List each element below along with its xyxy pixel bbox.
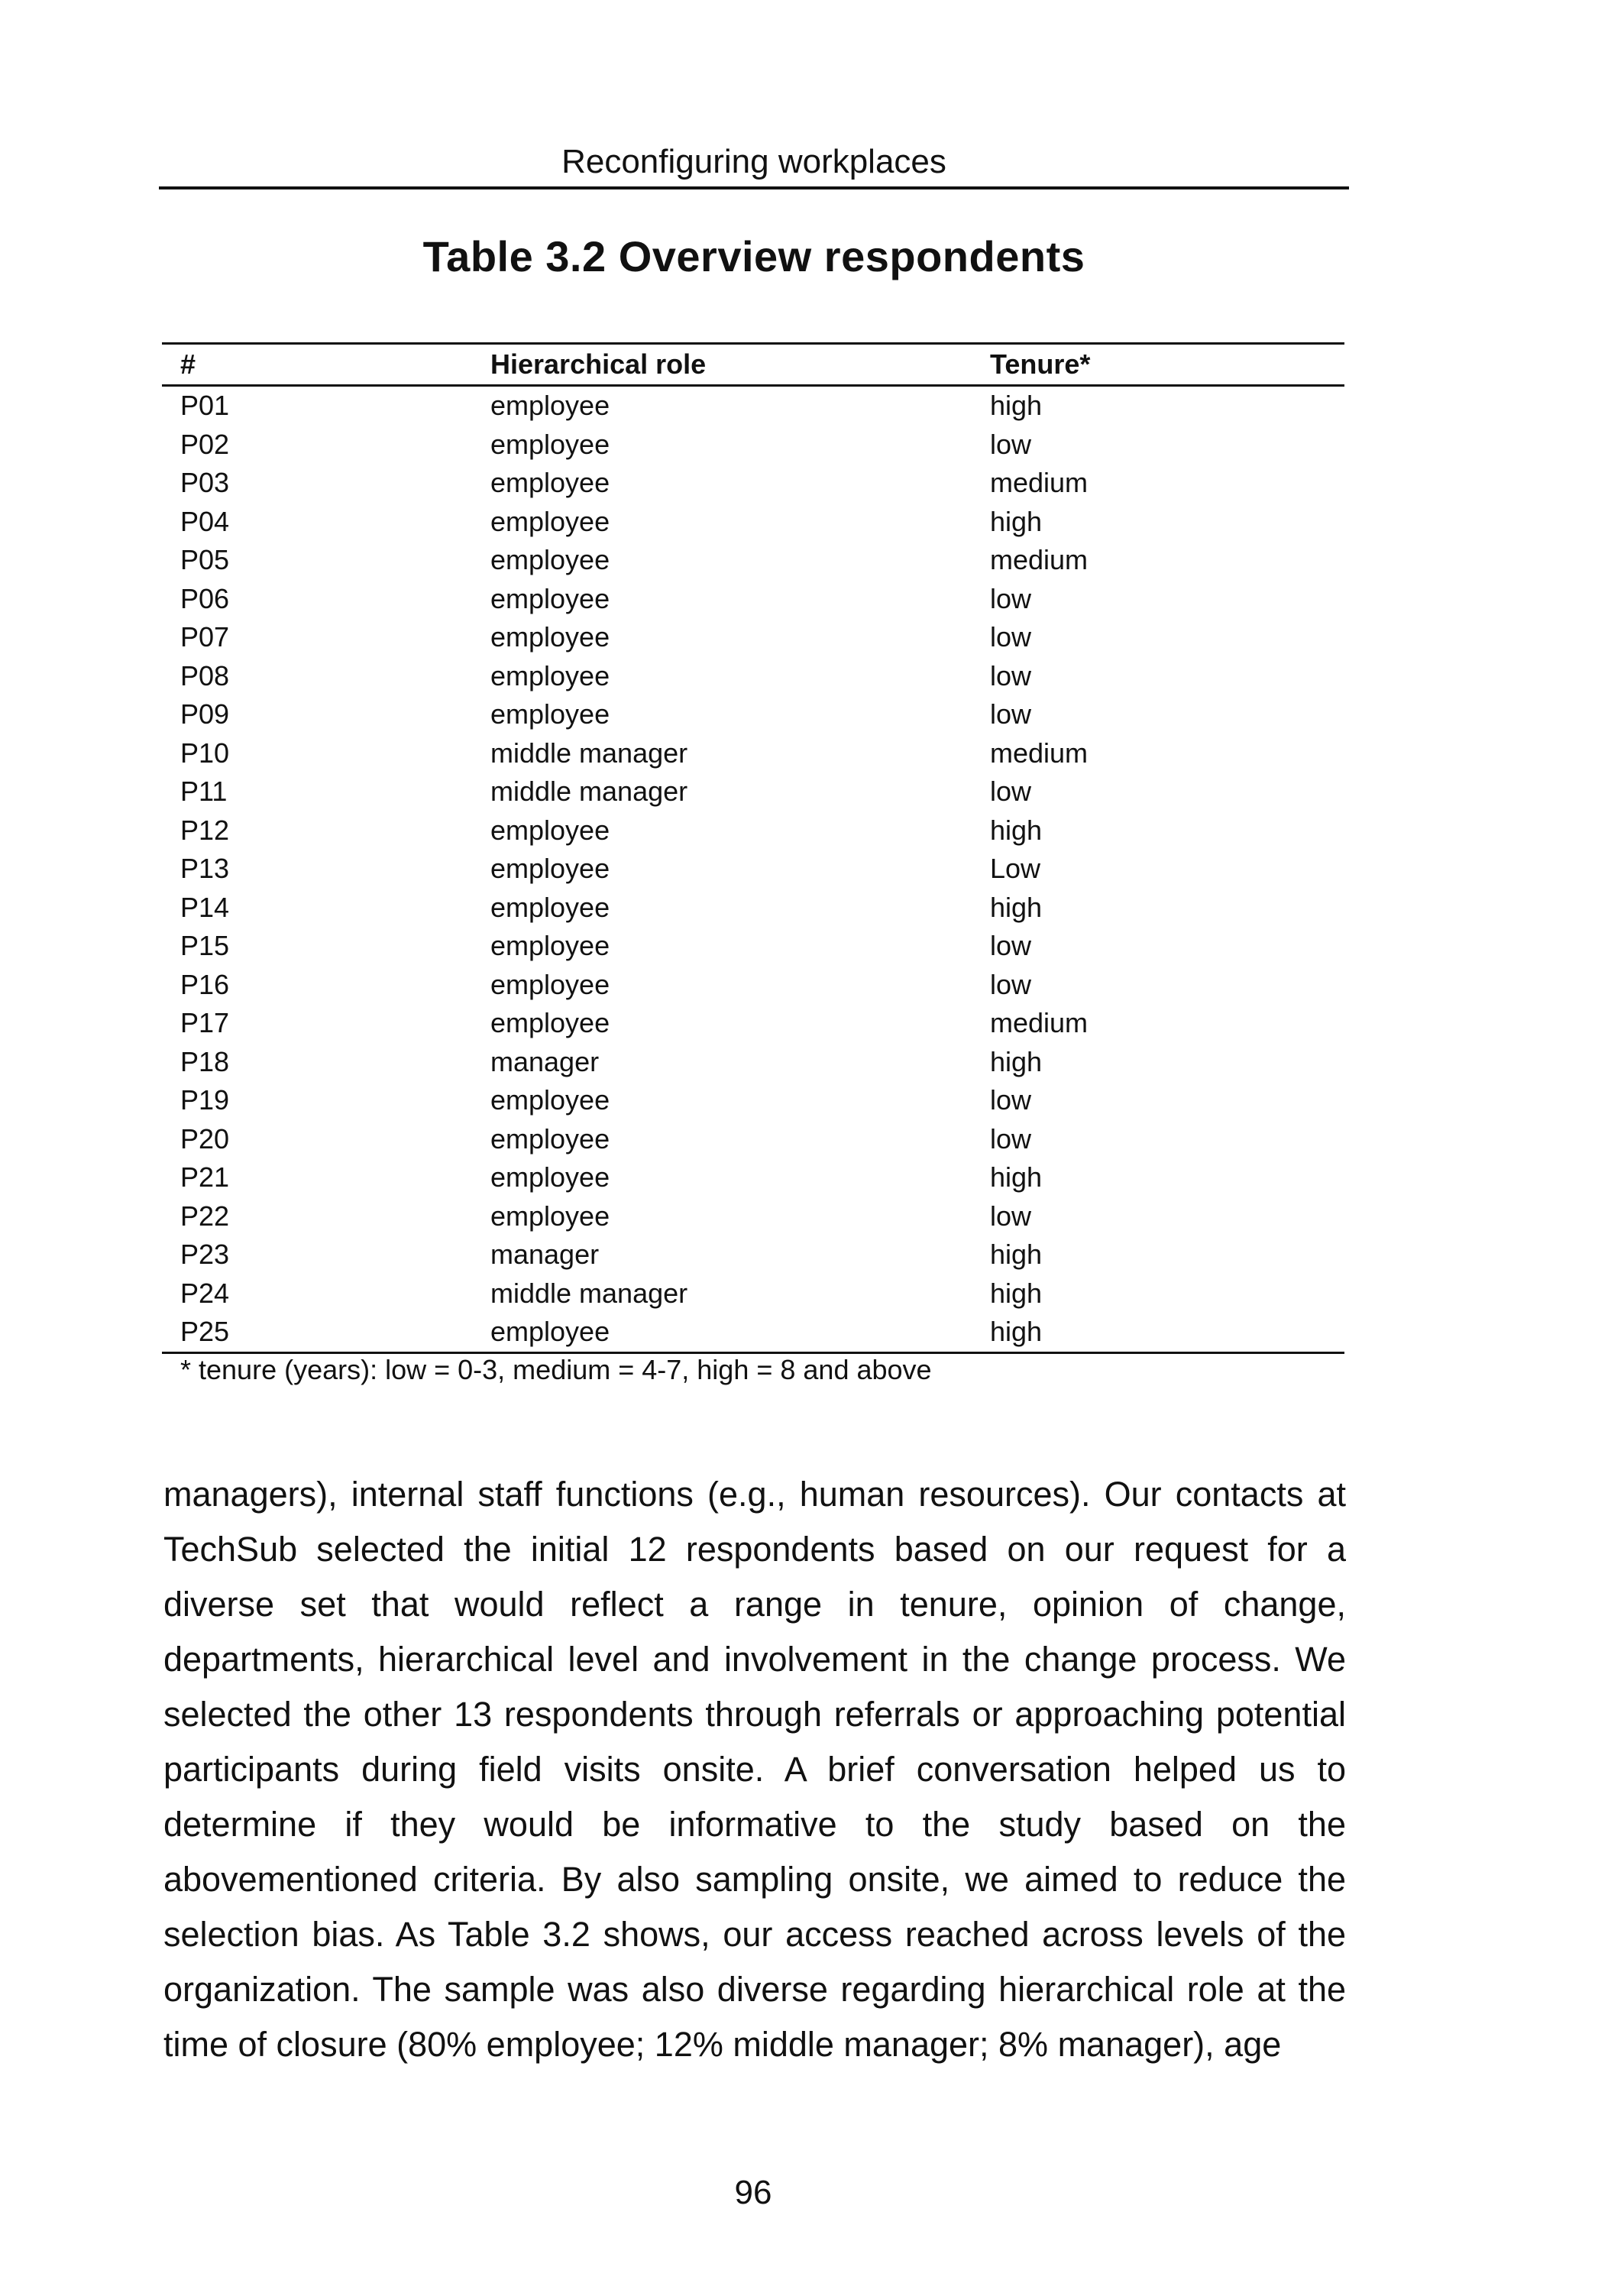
cell-tenure: high (990, 1239, 1043, 1270)
page-number: 96 (734, 2174, 772, 2211)
cell-hierarchical-role: employee (490, 1200, 610, 1232)
cell-hierarchical-role: employee (490, 1316, 610, 1347)
cell-respondent-id: P22 (180, 1200, 230, 1232)
table-row (162, 927, 1344, 966)
cell-respondent-id: P16 (180, 968, 230, 1000)
cell-respondent-id: P09 (180, 698, 230, 730)
cell-respondent-id: P12 (180, 814, 230, 846)
cell-tenure: low (990, 930, 1032, 961)
cell-tenure: low (990, 582, 1032, 614)
cell-tenure: low (990, 428, 1032, 460)
cell-hierarchical-role: middle manager (490, 737, 688, 769)
table-header-row (162, 344, 1344, 386)
cell-hierarchical-role: employee (490, 891, 610, 923)
cell-tenure: high (990, 390, 1043, 421)
cell-respondent-id: P10 (180, 737, 230, 769)
cell-hierarchical-role: manager (490, 1045, 600, 1077)
table-row (162, 772, 1344, 811)
cell-tenure: low (990, 776, 1032, 807)
table-row (162, 464, 1344, 503)
cell-hierarchical-role: employee (490, 853, 610, 884)
cell-hierarchical-role: employee (490, 428, 610, 460)
cell-hierarchical-role: employee (490, 968, 610, 1000)
cell-tenure: high (990, 1045, 1043, 1077)
cell-respondent-id: P01 (180, 390, 230, 421)
cell-tenure: low (990, 968, 1032, 1000)
cell-respondent-id: P13 (180, 853, 230, 884)
cell-respondent-id: P06 (180, 582, 230, 614)
table-row (162, 1158, 1344, 1197)
cell-hierarchical-role: employee (490, 582, 610, 614)
cell-hierarchical-role: employee (490, 1161, 610, 1193)
cell-hierarchical-role: middle manager (490, 776, 688, 807)
cell-hierarchical-role: employee (490, 505, 610, 537)
cell-tenure: high (990, 1161, 1043, 1193)
cell-respondent-id: P18 (180, 1045, 230, 1077)
running-header: Reconfiguring workplaces (561, 143, 946, 180)
cell-hierarchical-role: employee (490, 621, 610, 653)
cell-tenure: low (990, 698, 1032, 730)
table-row (162, 657, 1344, 696)
cell-hierarchical-role: employee (490, 698, 610, 730)
table-row (162, 966, 1344, 1005)
cell-hierarchical-role: employee (490, 1122, 610, 1155)
table-row (162, 1313, 1344, 1352)
cell-tenure: medium (990, 467, 1089, 498)
table-row (162, 1120, 1344, 1159)
cell-hierarchical-role: employee (490, 930, 610, 961)
table-row (162, 503, 1344, 542)
cell-tenure: high (990, 814, 1043, 846)
cell-respondent-id: P19 (180, 1084, 230, 1116)
table-row (162, 889, 1344, 928)
body-paragraph: managers), internal staff functions (e.g., human resources). Our contacts at TechSub selected the initial 12 respondents based on our request for a diverse set that would reflect a range in tenure, opinion of change, departments, hierarchical level and involvement in the change process. We selected the other 13 respondents through referrals or approaching potential participants during field visits onsite. A brief conversation helped us to determine if they would be informative to the study based on the abovementioned criteria. By also sampling onsite, we aimed to reduce the selection bias. As Table 3.2 shows, our access reached across levels of the organization. The sample was also diverse regarding hierarchical role at the time of closure (80% employee; 12% middle manager; 8% manager), age (163, 1475, 1346, 2064)
cell-hierarchical-role: employee (490, 659, 610, 691)
cell-tenure: low (990, 1122, 1032, 1155)
table-row (162, 1004, 1344, 1043)
cell-hierarchical-role: employee (490, 467, 610, 498)
cell-tenure: Low (990, 853, 1041, 884)
cell-tenure: medium (990, 1007, 1089, 1038)
table-body (162, 386, 1344, 1353)
column-header-id: # (180, 348, 196, 380)
table-row (162, 1236, 1344, 1274)
column-header-tenure: Tenure* (990, 348, 1091, 380)
cell-tenure: low (990, 1084, 1032, 1116)
respondents-table (162, 342, 1344, 1354)
cell-tenure: high (990, 891, 1043, 923)
cell-tenure: low (990, 1200, 1032, 1232)
cell-respondent-id: P02 (180, 428, 230, 460)
table-footnote: * tenure (years): low = 0-3, medium = 4-7, high = 8 and above (180, 1354, 932, 1385)
cell-tenure: high (990, 1316, 1043, 1347)
table-row (162, 1197, 1344, 1236)
cell-hierarchical-role: employee (490, 390, 610, 421)
table-row (162, 1081, 1344, 1120)
cell-respondent-id: P25 (180, 1316, 230, 1347)
cell-hierarchical-role: employee (490, 1084, 610, 1116)
cell-respondent-id: P15 (180, 930, 230, 961)
cell-respondent-id: P14 (180, 891, 230, 923)
table-row (162, 811, 1344, 850)
cell-hierarchical-role: employee (490, 814, 610, 846)
cell-respondent-id: P20 (180, 1122, 230, 1155)
cell-respondent-id: P17 (180, 1007, 230, 1038)
table-row (162, 386, 1344, 426)
table-row (162, 1274, 1344, 1313)
cell-tenure: low (990, 659, 1032, 691)
cell-respondent-id: P23 (180, 1239, 230, 1270)
cell-tenure: high (990, 505, 1043, 537)
table-row (162, 541, 1344, 580)
cell-tenure: medium (990, 544, 1089, 575)
cell-tenure: medium (990, 737, 1089, 769)
table-row (162, 734, 1344, 773)
cell-hierarchical-role: employee (490, 544, 610, 575)
cell-respondent-id: P03 (180, 467, 230, 498)
cell-respondent-id: P05 (180, 544, 230, 575)
table-title: Table 3.2 Overview respondents (422, 232, 1085, 280)
column-header-role: Hierarchical role (490, 348, 707, 380)
cell-hierarchical-role: middle manager (490, 1277, 688, 1309)
table-row (162, 580, 1344, 619)
table-row (162, 426, 1344, 465)
cell-respondent-id: P11 (180, 776, 228, 807)
table-row (162, 695, 1344, 734)
cell-tenure: high (990, 1277, 1043, 1309)
cell-respondent-id: P21 (180, 1161, 230, 1193)
cell-respondent-id: P04 (180, 505, 230, 537)
table-row (162, 618, 1344, 657)
cell-hierarchical-role: manager (490, 1239, 600, 1270)
table-row (162, 850, 1344, 889)
table-row (162, 1043, 1344, 1082)
cell-hierarchical-role: employee (490, 1007, 610, 1038)
cell-respondent-id: P24 (180, 1277, 230, 1309)
header-rule (159, 186, 1349, 189)
cell-respondent-id: P07 (180, 621, 230, 653)
cell-tenure: low (990, 621, 1032, 653)
cell-respondent-id: P08 (180, 659, 230, 691)
